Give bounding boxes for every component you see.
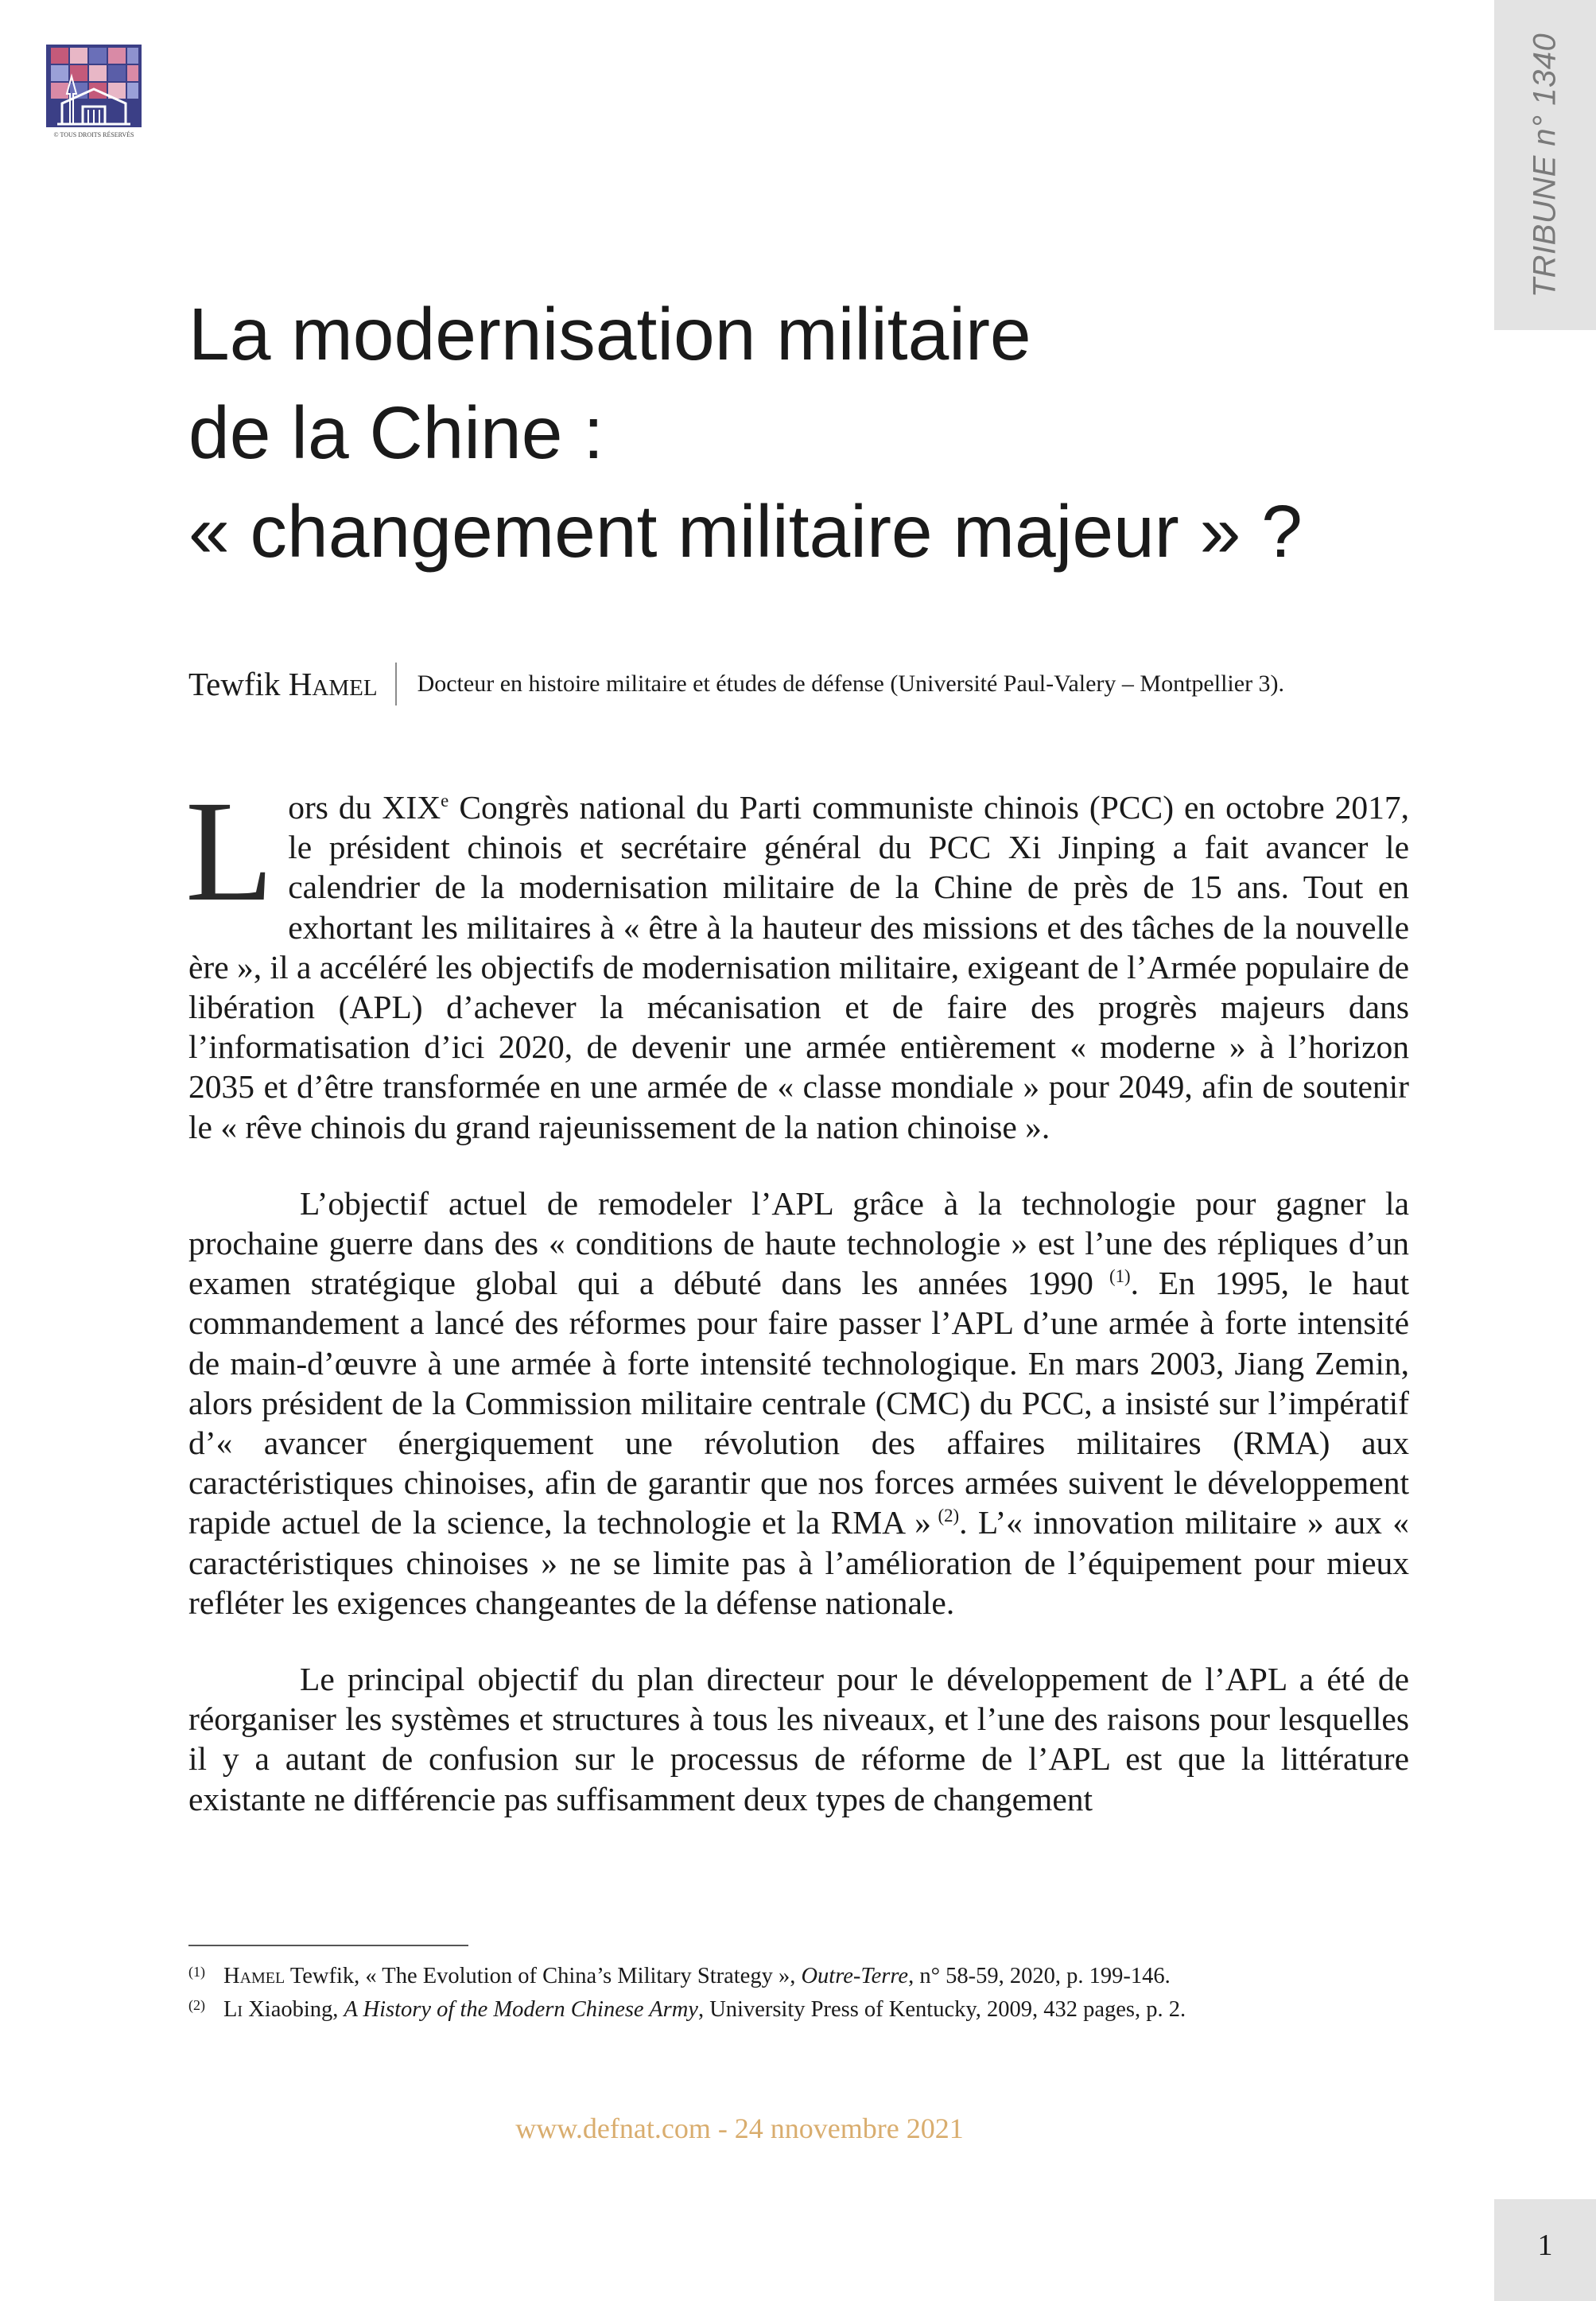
author-name — [188, 665, 378, 703]
author-last-name: Hamel — [288, 666, 378, 702]
footnote-work: A History of the Modern Chinese Army — [344, 1997, 698, 2022]
svg-text:© TOUS DROITS RÉSERVÉS: © TOUS DROITS RÉSERVÉS — [53, 131, 134, 138]
footnote-number: (1) — [188, 1964, 205, 1980]
title-line-2: de la Chine : — [188, 391, 604, 474]
author-first-name: Tewfik — [188, 666, 281, 702]
page-number-box — [1494, 2199, 1596, 2301]
title-line-3: « changement militaire majeur » ? — [188, 490, 1303, 573]
footnote-text — [223, 1993, 1186, 2027]
footnote-author-rest: Xiaobing, — [243, 1997, 344, 2022]
footnote-divider — [188, 1945, 468, 1946]
article-body — [185, 772, 1409, 1819]
paragraph-1 — [185, 772, 1409, 1147]
footnote-author: Li — [223, 1997, 243, 2022]
paragraph-2-text-a: L’objectif actuel de remodeler l’APL grâce à la technologie pour gagner la prochaine guerre dans des « conditions de haute technologie » est l’une des répliques d’un examen stratégique global qui a débuté dans les années 1990 — [188, 1184, 1409, 1302]
page-number: 1 — [1537, 2229, 1553, 2262]
tribune-tab — [1494, 0, 1596, 330]
footnote-work: Outre-Terre — [801, 1964, 909, 1988]
author-affiliation: Docteur en histoire militaire et études de défense (Université Paul-Valery – Montpellier 3). — [417, 670, 1285, 697]
article-title — [188, 285, 1461, 581]
paragraph-3: Le principal objectif du plan directeur pour le développement de l’APL a été de réorganiser les systèmes et structures à tous les niveaux, et l’une des raisons pour lesquelles il y a autant de confusion sur le processus de réforme de l’APL est que la littérature existante ne différencie pas suffisamment deux types de changement — [188, 1661, 1409, 1817]
paragraph-2 — [188, 1184, 1409, 1623]
author-separator — [395, 663, 397, 705]
paragraph-1-start: ors du XIX — [288, 789, 441, 826]
footnote-rest: , University Press of Kentucky, 2009, 432 pages, p. 2. — [697, 1997, 1186, 2022]
footnote-2 — [188, 1993, 1413, 2027]
paragraph-1-text: Congrès national du Parti communiste chinois (PCC) en octobre 2017, le président chinois et secrétaire général du PCC Xi Jinping a fait avancer le calendrier de la modernisation militaire de la Chine de près de 15 ans. Tout en exhortant les militaires à « être à la hauteur des missions et des tâches de la nouvelle ère », il a accéléré les objectifs de modernisation militaire, exigeant de l’Armée populaire de libération (APL) d’achever la mécanisation et de faire des progrès majeurs dans l’informatisation d’ici 2020, de devenir une armée entièrement « moderne » à l’horizon 2035 et d’être transformée en une armée de « classe mondiale » pour 2049, afin de soutenir le « rêve chinois du grand rajeunissement de la nation chinoise ». — [188, 789, 1409, 1145]
footnote-ref-1[interactable]: (1) — [1093, 1266, 1131, 1287]
footnote-1 — [188, 1960, 1413, 1993]
footnote-text — [223, 1960, 1171, 1993]
paragraph-2-text-c: . L’« innovation militaire » aux « caractéristiques chinoises » ne se limite pas à l’amélioration de l’équipement pour mieux refléter les exigences changeantes de la défense nationale. — [188, 1504, 1409, 1621]
footnote-author-rest: Tewfik, « The Evolution of China’s Military Strategy », — [285, 1964, 802, 1988]
drop-cap: L — [185, 772, 274, 931]
footnote-ref-2[interactable]: (2) — [930, 1506, 960, 1526]
title-line-1: La modernisation militaire — [188, 293, 1031, 375]
footnote-number: (2) — [188, 1997, 205, 2013]
tribune-number: TRIBUNE n° 1340 — [1527, 33, 1563, 298]
century-superscript: e — [441, 791, 449, 811]
logo-icon — [46, 45, 142, 140]
footnote-author: Hamel — [223, 1964, 285, 1988]
paragraph-2-text-b: . En 1995, le haut commandement a lancé des réformes pour faire passer l’APL d’une armée à forte intensité de main-d’œuvre à une armée à forte intensité technologique. En mars 2003, Jiang Zemin, alors président de la Commission militaire centrale (CMC) du PCC, a insisté sur l’impératif d’« avancer énergiquement une révolution des affaires militaires (RMA) aux caractéristiques chinoises, afin de garantir que nos forces armées suivent le développement rapide actuel de la science, la technologie et la RMA » — [188, 1265, 1409, 1541]
footer-url-date[interactable]: www.defnat.com - 24 nnovembre 2021 — [515, 2112, 964, 2144]
footnote-rest: , n° 58-59, 2020, p. 199-146. — [908, 1964, 1171, 1988]
author-row — [188, 660, 1284, 708]
footnotes — [188, 1960, 1413, 2027]
